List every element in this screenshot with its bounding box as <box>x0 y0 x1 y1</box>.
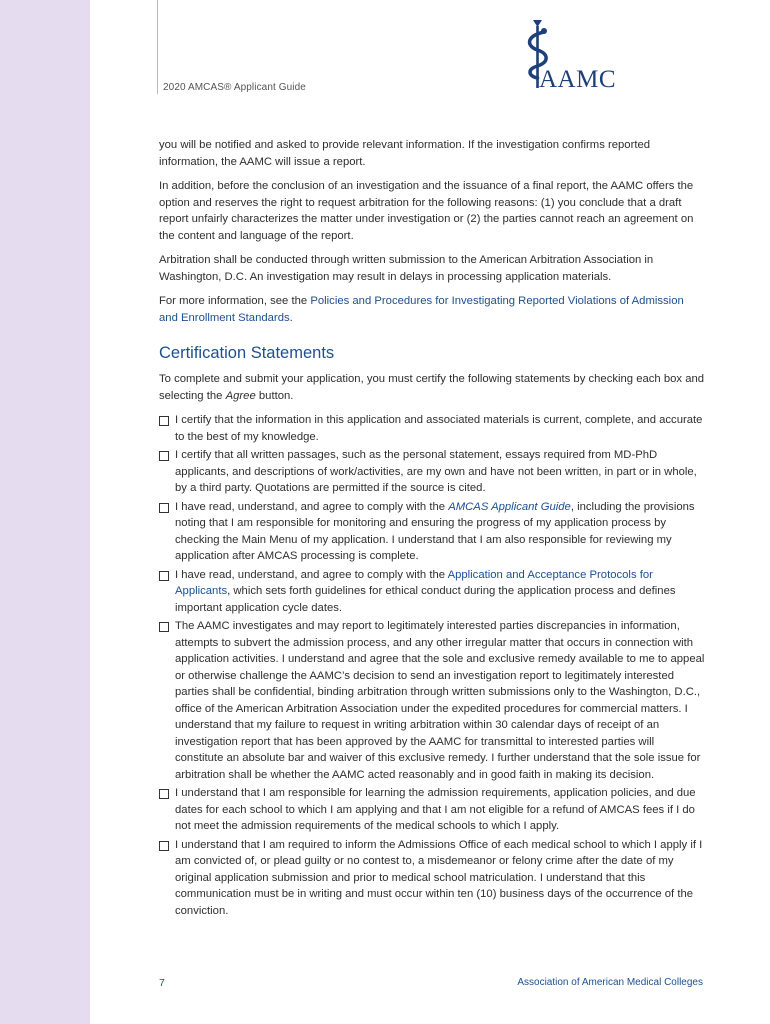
cert-item-text-after: , which sets forth guidelines for ethical conduct during the application process and defines important application cycle dates. <box>175 585 676 614</box>
checkbox[interactable] <box>159 622 169 632</box>
cert-item-text: I certify that the information in this application and associated materials is current, complete, and accurate to the best of my knowledge. <box>175 414 703 443</box>
cert-item-3 <box>159 499 705 565</box>
cert-item-4 <box>159 567 705 617</box>
cert-item-text-after: , including the provisions noting that I am responsible for monitoring and ensuring the progress of my application process by checking the Main Menu of my application. I understand that I am also responsible for reviewing my application after AMCAS processing is complete. <box>175 500 695 562</box>
section-heading: Certification Statements <box>159 344 335 362</box>
intro-paragraph-2: In addition, before the conclusion of an investigation and the issuance of a final report, the AAMC offers the option and reserves the right to request arbitration for the following reasons: (1) you conclude that a draft report unfairly characterizes the matter under investigation or (2) the parties cannot reach an agreement on the content and language of the report. <box>159 180 694 242</box>
certification-intro <box>159 371 705 404</box>
agree-emphasis: Agree <box>225 389 256 402</box>
cert-item-5 <box>159 618 705 783</box>
checkbox[interactable] <box>159 416 169 426</box>
header-divider <box>157 0 158 94</box>
checkbox[interactable] <box>159 571 169 581</box>
p4-text-before: For more information, see the <box>159 295 311 307</box>
cert-item-text: The AAMC investigates and may report to legitimately interested parties discrepancies in information, attempts to subvert the admission process, and any other irregular matter that occurs in connection with application activities. I understand and agree that the sole and exclusive remedy available to me to appeal or otherwise challenge the AAMC’s decision to send an investigation report to legitimately interested parties shall be confidential, binding arbitration through written submissions only to the Washington, D.C., office of the American Arbitration Association under the expedited procedures for commercial matters. I understand that my failure to request in writing arbitration within 30 calendar days of receipt of an investigation report that has been approved by the AAMC for transmittal to interested parties will constitute an absolute bar and waiver of this exclusive remedy. I further understand that the sole issue for arbitration shall be whether the AAMC acted reasonably and in good faith in making its decision. <box>175 620 705 781</box>
aamc-logo-text: AAMC <box>539 66 617 93</box>
cert-item-2 <box>159 447 705 497</box>
protocols-link[interactable]: Application and Acceptance Protocols for Applicants <box>175 568 653 597</box>
cert-item-text: I understand that I am required to inform the Admissions Office of each medical school to which I apply if I am convicted of, or plead guilty or no contest to, a misdemeanor or felony crime after the date of my original application submission and prior to medical school matriculation. I understand that this communication must be in writing and must occur within ten (10) business days of the occurrence of the conviction. <box>175 838 703 917</box>
policies-procedures-link[interactable]: Policies and Procedures for Investigating Reported Violations of Admission and Enrollment Standards <box>159 295 684 324</box>
guide-title: 2020 AMCAS® Applicant Guide <box>163 82 306 93</box>
cert-intro-after: button. <box>255 389 294 402</box>
footer-organization: Association of American Medical Colleges <box>517 977 703 988</box>
certification-list <box>159 412 705 919</box>
checkbox[interactable] <box>159 841 169 851</box>
checkbox[interactable] <box>159 503 169 513</box>
cert-item-1 <box>159 412 705 445</box>
cert-item-text-before: I have read, understand, and agree to comply with the <box>175 500 449 513</box>
intro-paragraph-3: Arbitration shall be conducted through written submission to the American Arbitration Association in Washington, D.C. An investigation may result in delays in processing application materials. <box>159 254 654 283</box>
cert-item-text: I understand that I am responsible for learning the admission requirements, application policies, and due dates for each school to which I am applying and that I am not eligible for a refund of AMCAS fees if I do not meet the admission requirements of the medical schools to which I apply. <box>175 787 696 832</box>
p4-text-after: . <box>289 311 293 324</box>
amcas-guide-link-text: AMCAS Applicant Guide <box>448 500 571 513</box>
intro-paragraph-4 <box>159 293 705 326</box>
page-number: 7 <box>159 977 165 989</box>
cert-item-7 <box>159 837 705 920</box>
page-content <box>159 137 705 921</box>
checkbox[interactable] <box>159 789 169 799</box>
cert-item-text: I certify that all written passages, such as the personal statement, essays required from MD-PhD applicants, and descriptions of work/activities, are my own and have not been written, in part or in whole, by a third party. Quotations are permitted if the source is cited. <box>175 449 697 494</box>
cert-item-text-before: I have read, understand, and agree to comply with the <box>175 568 448 581</box>
checkbox[interactable] <box>159 451 169 461</box>
cert-intro-before: To complete and submit your application, you must certify the following statements by checking each box and selecting the <box>159 373 705 402</box>
amcas-guide-link[interactable] <box>448 501 571 513</box>
intro-paragraph-1: you will be notified and asked to provide relevant information. If the investigation confirms reported information, the AAMC will issue a report. <box>159 139 651 168</box>
cert-item-6 <box>159 785 705 835</box>
side-color-band <box>0 0 90 1024</box>
